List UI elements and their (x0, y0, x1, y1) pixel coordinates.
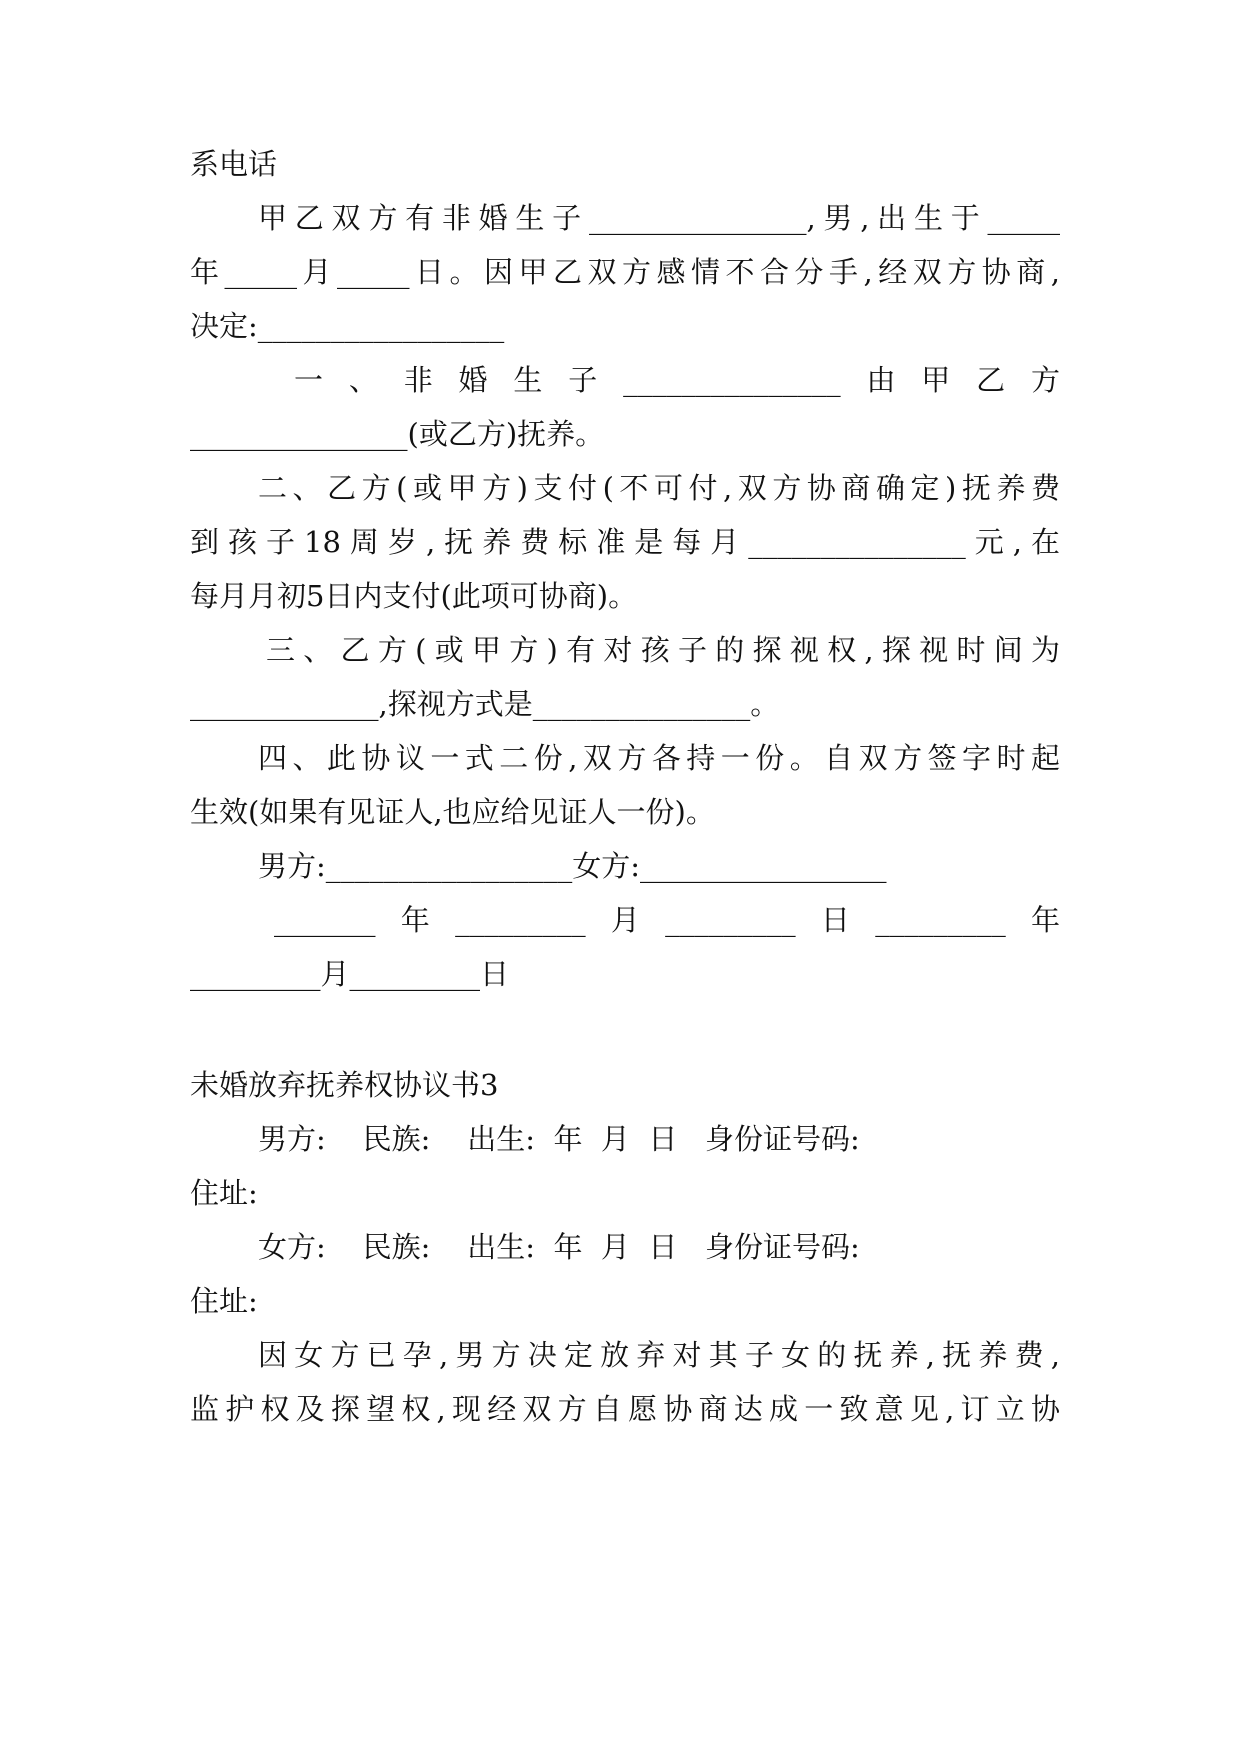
text-line-13: 生效(如果有见证人,也应给见证人一份)。 (190, 795, 715, 829)
text-line-3: 年_____月_____日。因甲乙双方感情不合分手,经双方协商, (190, 255, 1060, 289)
text-line-1: 系电话 (190, 147, 278, 181)
text-line-22: 因女方已孕,男方决定放弃对其子女的抚养,抚养费, (258, 1338, 1060, 1372)
text-line-16: _________月_________日 (190, 957, 510, 991)
text-line-9: 每月月初5日内支付(此项可协商)。 (190, 579, 638, 613)
text-line-4: 决定:_________________ (190, 309, 505, 343)
text-line-10: 三、乙方(或甲方)有对孩子的探视权,探视时间为 (266, 633, 1060, 667)
text-line-8: 到孩子18周岁,抚养费标准是每月_______________元,在 (190, 525, 1060, 559)
text-line-male-address: 住址: (190, 1176, 258, 1210)
text-line-male-info: 男方: 民族: 出生: 年 月 日 身份证号码: (258, 1122, 860, 1156)
text-line-23: 监护权及探望权,现经双方自愿协商达成一致意见,订立协 (190, 1392, 1060, 1426)
text-line-6: _______________(或乙方)抚养。 (190, 417, 605, 451)
text-line-12: 四、此协议一式二份,双方各持一份。自双方签字时起 (258, 741, 1060, 775)
text-line-5: 一、非婚生子_______________由甲乙方 (294, 363, 1060, 397)
text-line-7: 二、乙方(或甲方)支付(不可付,双方协商确定)抚养费 (258, 471, 1060, 505)
text-line-2: 甲乙双方有非婚生子_______________,男,出生于_____ (258, 201, 1060, 235)
text-line-female-address: 住址: (190, 1284, 258, 1318)
text-line-15: _______年_________月_________日_________年 (274, 903, 1060, 937)
text-line-female-info: 女方: 民族: 出生: 年 月 日 身份证号码: (258, 1230, 860, 1264)
text-line-14: 男方:_________________女方:_________________ (258, 849, 887, 883)
text-line-11: _____________,探视方式是_______________。 (190, 687, 780, 721)
section-title: 未婚放弃抚养权协议书3 (190, 1068, 499, 1102)
